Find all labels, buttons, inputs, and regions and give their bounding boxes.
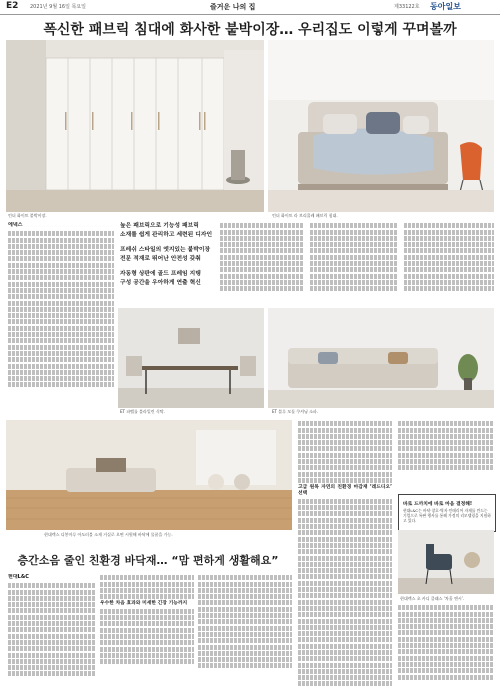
promo-box-heading: 바로 드까치에 바로 마음 결정해! [403,502,473,507]
fabric-bed-photo [268,40,494,212]
subheads [120,222,216,288]
subhead-6: 구성 공간을 우아하게 연출 혁신 [120,280,201,286]
photo4-caption: ET 블루 모듈 쿠셔닝 소파. [272,409,319,414]
section-title: 즐거운 나의 집 [210,3,256,11]
subhead-3: 프레쉬 스타일의 엣지있는 붙박이장 [120,247,211,253]
wardrobe-photo [6,40,264,212]
sofa-photo [268,308,494,408]
photo2-caption: 언더 화이트 라 브리콜레 패브릭 침대. [272,213,338,218]
subhead-4: 전문 적재로 뛰어난 안전성 갖춰 [120,256,201,262]
article-column-4 [404,222,494,304]
floor-photo-caption: 현대렉스 디봉마루 아도러블 소재 거실로 오면 시원해 바닥에 물품을 가능. [44,532,173,537]
bottom-headline: 층간소음 줄인 친환경 바닥재… “맘 편하게 생활해요” [17,554,279,567]
subhead-2: 소재를 쉽게 관리하고 세련된 디자인 [120,232,213,238]
floor-photo [6,420,292,530]
subhead-1: 높은 패브릭으로 기능성 패브릭 [120,223,199,229]
bottom-column-4 [298,420,392,686]
dining-table-photo [118,308,264,408]
bottom-column-1 [8,574,96,686]
mini-head-1: 우수한 차음 효과와 미세한 긴장 기능까지 [100,601,188,607]
promo-box [398,494,496,532]
subhead-5: 자동형 상판에 골드 프레임 지탱 [120,271,201,277]
masthead [0,0,500,15]
mini-head-2: 고급 원목 자연의 친환경 마감재 ‘레드디오’ 선택 [298,484,392,497]
bottom-column-5 [398,420,494,490]
page-number: E2 [6,1,19,11]
top-headline: 폭신한 패브릭 침대에 화사한 붙박이장… 우리집도 이렇게 꾸며볼까 [43,22,457,38]
article-column-1 [8,222,114,405]
promo-box-text: 현대L&C는 바닥·창호·벽지·인테리어 자재를 만드는 기업으로 특판 행사를 통해 가정의 리모델링을 지원하고 있다. [403,508,491,523]
article-column-3 [310,222,398,304]
byline-hyundai: 현대L&C [8,574,29,580]
photo5-caption: 현대렉스 초 카디 클래스 ‘차홀 앤시’. [400,596,465,601]
byline-enex: 에넥스 [8,222,23,228]
edition-number: 제33122호 [394,4,420,10]
article-column-2 [220,222,304,304]
chair-photo [398,530,494,594]
photo1-caption: 언더 화이트 붙박이장. [8,213,47,218]
bottom-column-6 [398,604,494,686]
bottom-column-2 [100,574,194,686]
newspaper-logo: 동아일보 [430,2,461,11]
issue-date: 2021년 9월 16일 목요일 [30,4,87,10]
photo3-caption: ET 파벨를 블라일린 식탁. [120,409,165,414]
bottom-column-3 [198,574,292,686]
